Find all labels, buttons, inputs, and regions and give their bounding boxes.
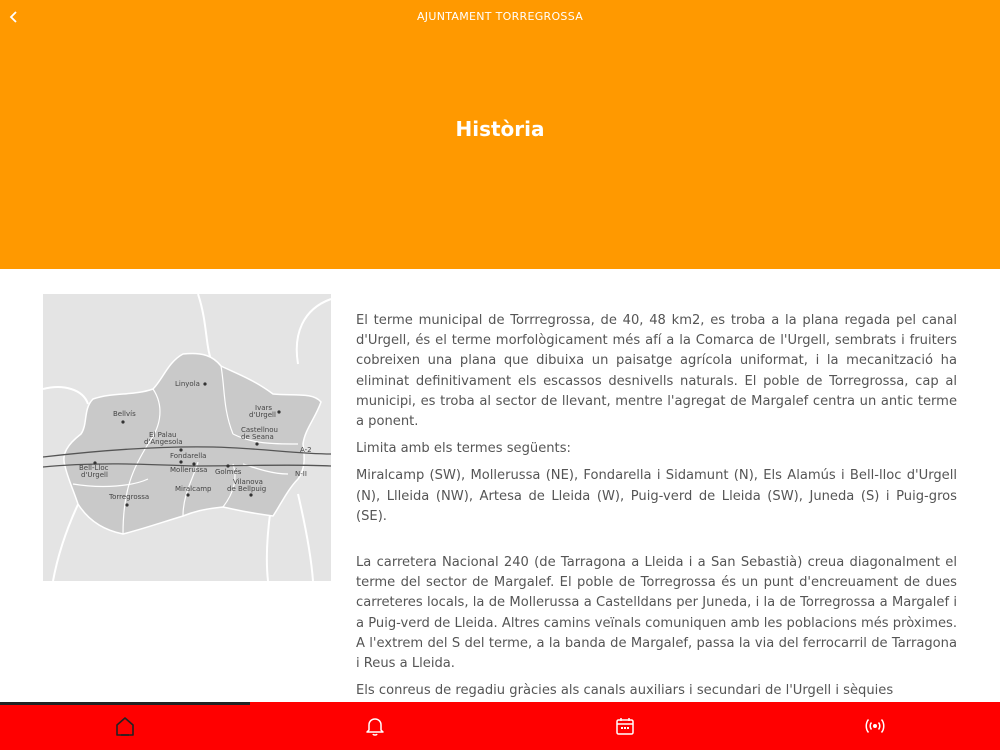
- bottom-tab-bar: [0, 702, 1000, 750]
- tab-notifications[interactable]: [362, 713, 388, 739]
- home-icon: [114, 715, 136, 737]
- map-label-ivars-2: d'Urgell: [249, 411, 276, 419]
- map-label-palau-2: d'Angesola: [144, 438, 183, 446]
- map-label-bellvis: Bellvís: [113, 410, 136, 418]
- tab-home[interactable]: [112, 713, 138, 739]
- map-label-miralcamp: Miralcamp: [175, 485, 212, 493]
- map-label-linyola: Linyola: [175, 380, 200, 388]
- paragraph-intro: El terme municipal de Torrregrossa, de 40, 48 km2, es troba a la plana regada pel canal d'Urgell, és el terme morfològicament més afí a la Comarca de l'Urgell, sembrats i fruiters cobreixen una plana que dibuixa un paisatge agrícola uniformat, i la mecanització ha eliminat definitivament els escassos desnivells naturals. El poble de Torregrossa, cap al municipi, es troba al sector de llevant, mentre l'agregat de Margalef centra un antic terme a ponent.: [356, 313, 957, 430]
- map-label-ivars-1: Ivars: [255, 404, 273, 412]
- map-label-bell-lloc-1: Bell-Lloc: [79, 464, 109, 472]
- map-label-golmes: Golmés: [215, 468, 242, 476]
- bell-icon: [364, 715, 386, 737]
- scroll-progress-bar: [0, 702, 250, 705]
- app-title: AJUNTAMENT TORREGROSSA: [416, 10, 584, 23]
- header: [0, 0, 1000, 269]
- broadcast-icon: [863, 715, 887, 737]
- map-label-nii: N-II: [295, 470, 307, 478]
- map-label-palau-1: El Palau: [149, 431, 177, 439]
- municipality-map: [43, 294, 331, 581]
- page-title: Història: [455, 117, 545, 141]
- history-text: [356, 311, 957, 708]
- map-label-mollerussa: Mollerussa: [170, 466, 208, 474]
- map-label-vilanova-2: de Bellpuig: [227, 485, 267, 493]
- paragraph-limits-heading: Limita amb els termes següents:: [356, 441, 571, 457]
- map-label-a2: A-2: [300, 446, 312, 454]
- map-label-castellnou-1: Castellnou: [241, 426, 278, 434]
- map-label-fondarella: Fondarella: [170, 452, 207, 460]
- map-label-torregrossa: Torregrossa: [109, 493, 150, 501]
- paragraph-crops: Els conreus de regadiu gràcies als canals auxiliars i secundari de l'Urgell i sèquies: [356, 683, 894, 699]
- paragraph-roads: La carretera Nacional 240 (de Tarragona a Lleida i a San Sebastià) creua diagonalment el terme del sector de Margalef. El poble de Torregrossa és un punt d'encreuament de dues carreteres locals, la de Mollerussa a Castelldans per Juneda, i la de Torregrossa a Margalef i a Puig-verd de Lleida. Altres camins veïnals comuniquen amb les poblacions més pròximes. A l'extrem del S del terme, a la banda de Margalef, passa la via del ferrocarril de Tarragona i Reus a Lleida.: [356, 555, 957, 672]
- map-label-vilanova-1: Vilanova: [233, 478, 263, 486]
- paragraph-limits: Miralcamp (SW), Mollerussa (NE), Fondarella i Sidamunt (N), Els Alamús i Bell-lloc d'Urgell (N), Llleida (NW), Artesa de Lleida (W), Puig-verd de Lleida (SW), Juneda (S) i Puig-gros (SE).: [356, 468, 957, 524]
- tab-radio[interactable]: [862, 713, 888, 739]
- calendar-icon: [614, 715, 636, 737]
- map-label-bell-lloc-2: d'Urgell: [81, 471, 108, 479]
- tab-calendar[interactable]: [612, 713, 638, 739]
- map-label-castellnou-2: de Seana: [241, 433, 274, 441]
